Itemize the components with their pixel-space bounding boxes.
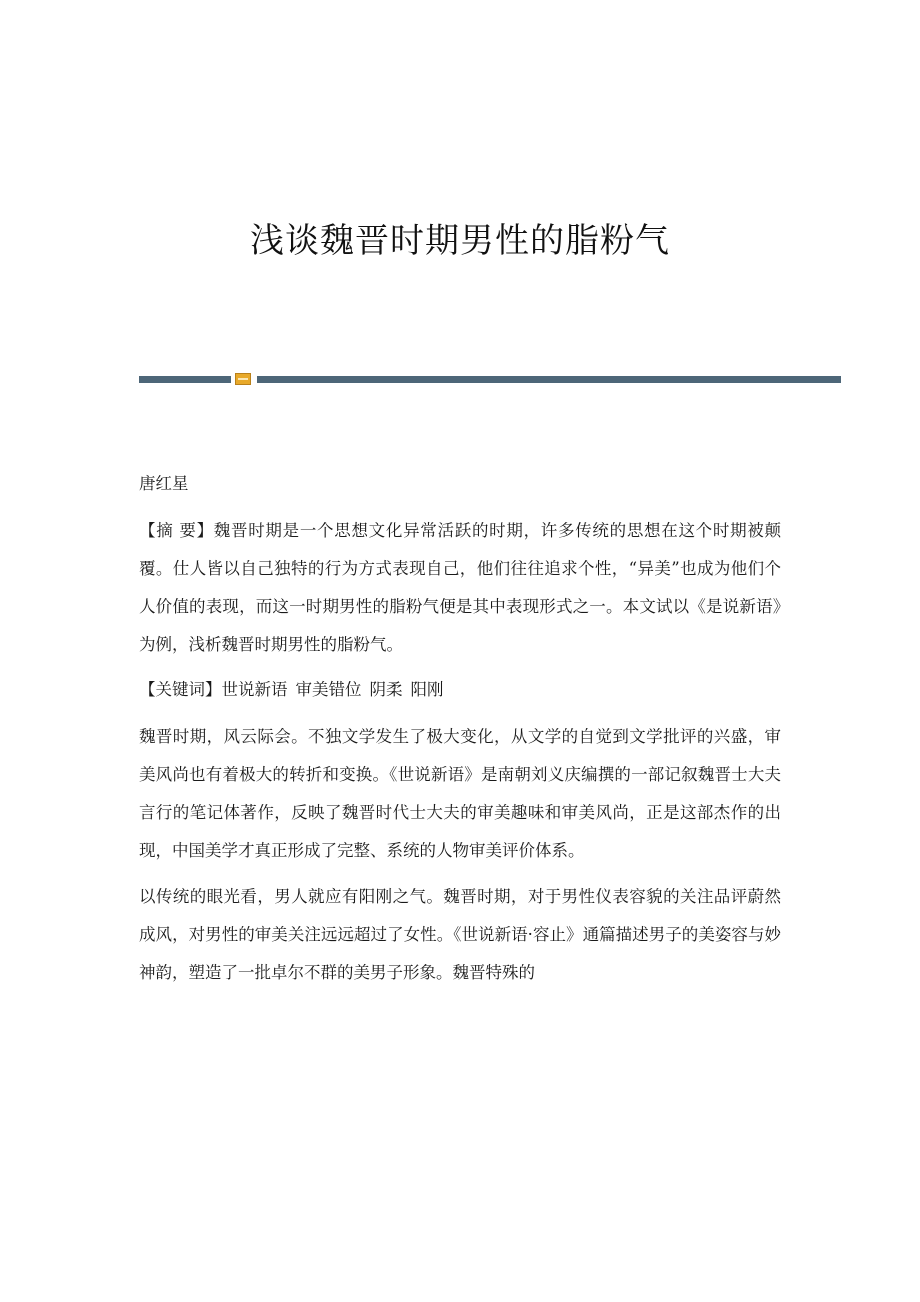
abstract-text: 魏晋时期是一个思想文化异常活跃的时期，许多传统的思想在这个时期被颠覆。仕人皆以自己独特的行为方式表现自己，他们往往追求个性，“异美”也成为他们个人价值的表现，而这一时期男性的脂粉气便是其中表现形式之一。本文试以《是说新语》为例，浅析魏晋时期男性的脂粉气。 <box>139 521 781 654</box>
body-paragraph: 魏晋时期，风云际会。不独文学发生了极大变化，从文学的自觉到文学批评的兴盛，审美风尚也有着极大的转折和变换。《世说新语》是南朝刘义庆编撰的一部记叙魏晋士大夫言行的笔记体著作，反映了魏晋时代士大夫的审美趣味和审美风尚，正是这部杰作的出现，中国美学才真正形成了完整、系统的人物审美评价体系。 <box>139 727 781 860</box>
title-divider <box>139 373 841 385</box>
document-body <box>139 466 781 1000</box>
divider-bar-left <box>139 376 231 383</box>
keywords-label: 【关键词】 <box>139 680 222 699</box>
body-paragraph: 以传统的眼光看，男人就应有阳刚之气。魏晋时期，对于男性仪表容貌的关注品评蔚然成风，对男性的审美关注远远超过了女性。《世说新语·容止》通篇描述男子的美姿容与妙神韵，塑造了一批卓尔不群的美男子形象。魏晋特殊的 <box>139 887 781 982</box>
divider-emblem-icon <box>235 373 251 385</box>
author-name: 唐红星 <box>139 474 189 493</box>
keyword: 阳刚 <box>410 680 444 699</box>
abstract-label: 【摘 要】 <box>139 521 214 540</box>
keyword: 阴柔 <box>369 680 403 699</box>
divider-bar-right <box>257 376 841 383</box>
abstract-paragraph <box>139 512 781 664</box>
page-title: 浅谈魏晋时期男性的脂粉气 <box>250 221 670 261</box>
keyword: 审美错位 <box>295 680 362 699</box>
keywords-row <box>139 672 781 708</box>
keyword: 世说新语 <box>221 680 288 699</box>
